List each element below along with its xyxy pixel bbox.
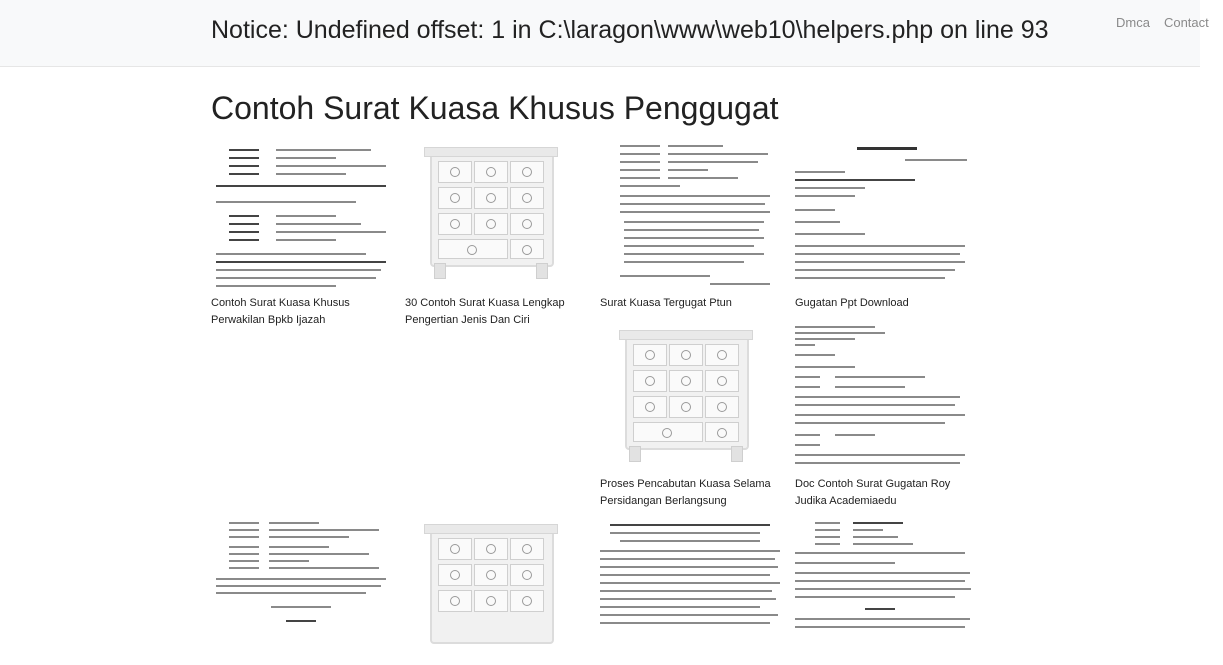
gallery-card[interactable] (795, 143, 975, 312)
cabinet-image (430, 530, 554, 644)
thumbnail-image[interactable] (600, 324, 780, 469)
thumbnail-image[interactable] (600, 143, 780, 288)
thumbnail-image[interactable] (795, 520, 975, 665)
php-notice-text: Notice: Undefined offset: 1 in C:\laragon\www\web10\helpers.php on line 93 (211, 16, 1049, 44)
card-caption[interactable]: Doc Contoh Surat Gugatan Roy Judika Academiaedu (795, 478, 951, 507)
thumbnail-image[interactable] (211, 143, 391, 288)
nav-links (1116, 15, 1223, 30)
cabinet-image (625, 336, 749, 450)
gallery-card[interactable] (211, 143, 391, 329)
top-navbar (0, 0, 1209, 67)
gallery-card[interactable] (211, 520, 391, 665)
nav-link-contact[interactable]: Contact (1163, 15, 1209, 30)
gallery-card[interactable] (600, 143, 780, 312)
thumbnail-image[interactable] (600, 520, 780, 665)
nav-link-dmca[interactable]: Dmca (1116, 15, 1150, 30)
card-caption[interactable]: 30 Contoh Surat Kuasa Lengkap Pengertian Jenis Dan Ciri (405, 297, 565, 326)
card-caption[interactable]: Gugatan Ppt Download (795, 297, 909, 309)
card-caption[interactable]: Proses Pencabutan Kuasa Selama Persidangan Berlangsung (600, 478, 771, 507)
cabinet-image (430, 153, 554, 267)
gallery-card[interactable] (795, 324, 975, 510)
thumbnail-image[interactable] (211, 520, 391, 665)
thumbnail-image[interactable] (795, 143, 975, 288)
gallery-card[interactable] (600, 324, 780, 510)
card-caption[interactable]: Surat Kuasa Tergugat Ptun (600, 297, 732, 309)
gallery-card[interactable] (405, 520, 585, 665)
thumbnail-image[interactable] (405, 143, 585, 288)
gallery-card[interactable] (600, 520, 780, 665)
gallery-card[interactable] (405, 143, 585, 329)
card-caption[interactable]: Contoh Surat Kuasa Khusus Perwakilan Bpkb Ijazah (211, 297, 350, 326)
thumbnail-image[interactable] (405, 520, 585, 665)
page-title: Contoh Surat Kuasa Khusus Penggugat (211, 90, 779, 126)
gallery-card[interactable] (795, 520, 975, 665)
thumbnail-image[interactable] (795, 324, 975, 469)
